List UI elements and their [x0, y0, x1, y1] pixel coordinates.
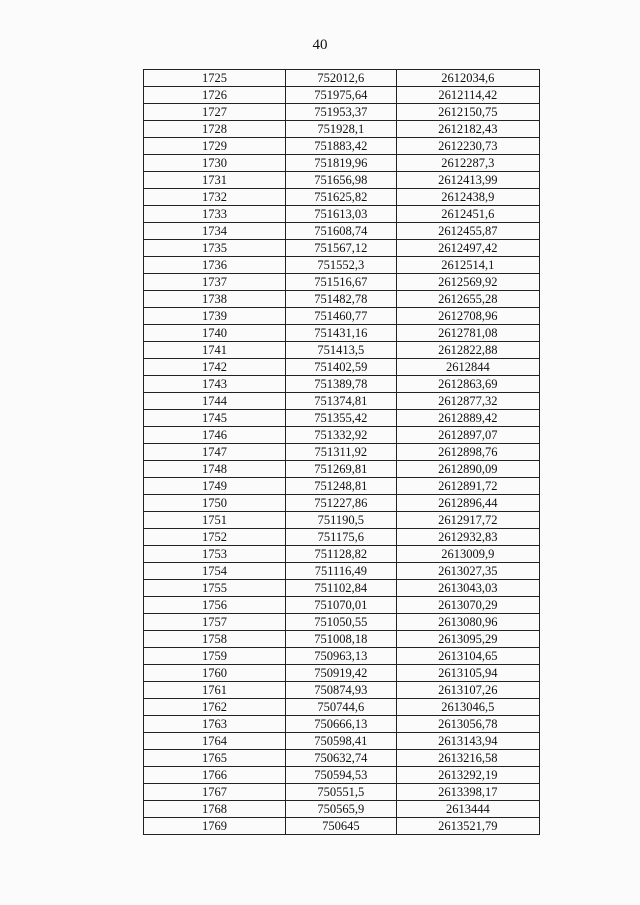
x-coordinate-cell: 751227,86 [286, 495, 397, 512]
x-coordinate-cell: 751070,01 [286, 597, 397, 614]
table-row [144, 767, 540, 784]
point-number-cell: 1750 [144, 495, 286, 512]
x-coordinate-cell: 751102,84 [286, 580, 397, 597]
x-coordinate-cell: 751374,81 [286, 393, 397, 410]
table-row [144, 529, 540, 546]
y-coordinate-cell: 2613046,5 [396, 699, 539, 716]
table-row [144, 138, 540, 155]
y-coordinate-cell: 2612455,87 [396, 223, 539, 240]
y-coordinate-cell: 2613095,29 [396, 631, 539, 648]
table-row [144, 325, 540, 342]
y-coordinate-cell: 2612890,09 [396, 461, 539, 478]
table-row [144, 155, 540, 172]
table-row [144, 716, 540, 733]
point-number-cell: 1765 [144, 750, 286, 767]
y-coordinate-cell: 2613056,78 [396, 716, 539, 733]
x-coordinate-cell: 751116,49 [286, 563, 397, 580]
table-row [144, 580, 540, 597]
table-row [144, 733, 540, 750]
point-number-cell: 1752 [144, 529, 286, 546]
y-coordinate-cell: 2613070,29 [396, 597, 539, 614]
y-coordinate-cell: 2612708,96 [396, 308, 539, 325]
table-row [144, 478, 540, 495]
x-coordinate-cell: 751332,92 [286, 427, 397, 444]
table-row [144, 189, 540, 206]
point-number-cell: 1729 [144, 138, 286, 155]
table-row [144, 818, 540, 835]
y-coordinate-cell: 2612655,28 [396, 291, 539, 308]
x-coordinate-cell: 750632,74 [286, 750, 397, 767]
x-coordinate-cell: 750565,9 [286, 801, 397, 818]
x-coordinate-cell: 751656,98 [286, 172, 397, 189]
x-coordinate-cell: 751625,82 [286, 189, 397, 206]
x-coordinate-cell: 751248,81 [286, 478, 397, 495]
point-number-cell: 1761 [144, 682, 286, 699]
table-row [144, 648, 540, 665]
x-coordinate-cell: 751482,78 [286, 291, 397, 308]
point-number-cell: 1732 [144, 189, 286, 206]
y-coordinate-cell: 2612889,42 [396, 410, 539, 427]
y-coordinate-cell: 2612230,73 [396, 138, 539, 155]
table-row [144, 240, 540, 257]
table-row [144, 342, 540, 359]
point-number-cell: 1733 [144, 206, 286, 223]
x-coordinate-cell: 750645 [286, 818, 397, 835]
point-number-cell: 1739 [144, 308, 286, 325]
point-number-cell: 1762 [144, 699, 286, 716]
x-coordinate-cell: 751567,12 [286, 240, 397, 257]
x-coordinate-cell: 751311,92 [286, 444, 397, 461]
y-coordinate-cell: 2612897,07 [396, 427, 539, 444]
point-number-cell: 1756 [144, 597, 286, 614]
y-coordinate-cell: 2612781,08 [396, 325, 539, 342]
y-coordinate-cell: 2613216,58 [396, 750, 539, 767]
point-number-cell: 1749 [144, 478, 286, 495]
point-number-cell: 1734 [144, 223, 286, 240]
y-coordinate-cell: 2612898,76 [396, 444, 539, 461]
y-coordinate-cell: 2613080,96 [396, 614, 539, 631]
y-coordinate-cell: 2613009,9 [396, 546, 539, 563]
x-coordinate-cell: 751975,64 [286, 87, 397, 104]
point-number-cell: 1730 [144, 155, 286, 172]
x-coordinate-cell: 751613,03 [286, 206, 397, 223]
y-coordinate-cell: 2612822,88 [396, 342, 539, 359]
table-row [144, 121, 540, 138]
point-number-cell: 1767 [144, 784, 286, 801]
table-row [144, 631, 540, 648]
y-coordinate-cell: 2613105,94 [396, 665, 539, 682]
x-coordinate-cell: 751431,16 [286, 325, 397, 342]
y-coordinate-cell: 2612287,3 [396, 155, 539, 172]
x-coordinate-cell: 751516,67 [286, 274, 397, 291]
y-coordinate-cell: 2612891,72 [396, 478, 539, 495]
point-number-cell: 1742 [144, 359, 286, 376]
y-coordinate-cell: 2612438,9 [396, 189, 539, 206]
table-row [144, 801, 540, 818]
point-number-cell: 1735 [144, 240, 286, 257]
x-coordinate-cell: 750744,6 [286, 699, 397, 716]
table-row [144, 359, 540, 376]
x-coordinate-cell: 751175,6 [286, 529, 397, 546]
x-coordinate-cell: 751355,42 [286, 410, 397, 427]
point-number-cell: 1737 [144, 274, 286, 291]
y-coordinate-cell: 2613027,35 [396, 563, 539, 580]
y-coordinate-cell: 2612917,72 [396, 512, 539, 529]
x-coordinate-cell: 751928,1 [286, 121, 397, 138]
y-coordinate-cell: 2612413,99 [396, 172, 539, 189]
x-coordinate-cell: 751050,55 [286, 614, 397, 631]
point-number-cell: 1741 [144, 342, 286, 359]
point-number-cell: 1725 [144, 70, 286, 87]
point-number-cell: 1757 [144, 614, 286, 631]
table-row [144, 495, 540, 512]
x-coordinate-cell: 751953,37 [286, 104, 397, 121]
point-number-cell: 1760 [144, 665, 286, 682]
table-row [144, 257, 540, 274]
table-row [144, 308, 540, 325]
x-coordinate-cell: 750919,42 [286, 665, 397, 682]
y-coordinate-cell: 2612182,43 [396, 121, 539, 138]
table-row [144, 750, 540, 767]
point-number-cell: 1727 [144, 104, 286, 121]
y-coordinate-cell: 2612150,75 [396, 104, 539, 121]
y-coordinate-cell: 2613143,94 [396, 733, 539, 750]
point-number-cell: 1748 [144, 461, 286, 478]
table-row [144, 206, 540, 223]
y-coordinate-cell: 2612896,44 [396, 495, 539, 512]
table-row [144, 291, 540, 308]
y-coordinate-cell: 2612932,83 [396, 529, 539, 546]
point-number-cell: 1768 [144, 801, 286, 818]
table-row [144, 682, 540, 699]
x-coordinate-cell: 751608,74 [286, 223, 397, 240]
table-row [144, 410, 540, 427]
point-number-cell: 1740 [144, 325, 286, 342]
table-row [144, 546, 540, 563]
x-coordinate-cell: 751269,81 [286, 461, 397, 478]
table-row [144, 104, 540, 121]
y-coordinate-cell: 2613107,26 [396, 682, 539, 699]
y-coordinate-cell: 2612863,69 [396, 376, 539, 393]
x-coordinate-cell: 750666,13 [286, 716, 397, 733]
y-coordinate-cell: 2612514,1 [396, 257, 539, 274]
y-coordinate-cell: 2612497,42 [396, 240, 539, 257]
y-coordinate-cell: 2613104,65 [396, 648, 539, 665]
x-coordinate-cell: 751402,59 [286, 359, 397, 376]
point-number-cell: 1746 [144, 427, 286, 444]
y-coordinate-cell: 2612451,6 [396, 206, 539, 223]
table-row [144, 274, 540, 291]
table-row [144, 393, 540, 410]
x-coordinate-cell: 750963,13 [286, 648, 397, 665]
x-coordinate-cell: 750598,41 [286, 733, 397, 750]
x-coordinate-cell: 751819,96 [286, 155, 397, 172]
table-row [144, 784, 540, 801]
point-number-cell: 1743 [144, 376, 286, 393]
x-coordinate-cell: 750594,53 [286, 767, 397, 784]
table-row [144, 614, 540, 631]
point-number-cell: 1751 [144, 512, 286, 529]
x-coordinate-cell: 752012,6 [286, 70, 397, 87]
x-coordinate-cell: 751883,42 [286, 138, 397, 155]
table-row [144, 444, 540, 461]
table-row [144, 87, 540, 104]
table-row [144, 461, 540, 478]
table-row [144, 376, 540, 393]
x-coordinate-cell: 751413,5 [286, 342, 397, 359]
point-number-cell: 1744 [144, 393, 286, 410]
x-coordinate-cell: 751190,5 [286, 512, 397, 529]
y-coordinate-cell: 2613398,17 [396, 784, 539, 801]
y-coordinate-cell: 2612569,92 [396, 274, 539, 291]
y-coordinate-cell: 2613292,19 [396, 767, 539, 784]
x-coordinate-cell: 751460,77 [286, 308, 397, 325]
y-coordinate-cell: 2612844 [396, 359, 539, 376]
y-coordinate-cell: 2612114,42 [396, 87, 539, 104]
point-number-cell: 1754 [144, 563, 286, 580]
point-number-cell: 1731 [144, 172, 286, 189]
y-coordinate-cell: 2613444 [396, 801, 539, 818]
point-number-cell: 1759 [144, 648, 286, 665]
point-number-cell: 1766 [144, 767, 286, 784]
table-row [144, 223, 540, 240]
y-coordinate-cell: 2613043,03 [396, 580, 539, 597]
x-coordinate-cell: 751128,82 [286, 546, 397, 563]
point-number-cell: 1753 [144, 546, 286, 563]
point-number-cell: 1726 [144, 87, 286, 104]
point-number-cell: 1755 [144, 580, 286, 597]
coordinates-table-body [144, 70, 540, 835]
y-coordinate-cell: 2613521,79 [396, 818, 539, 835]
x-coordinate-cell: 751389,78 [286, 376, 397, 393]
point-number-cell: 1745 [144, 410, 286, 427]
table-row [144, 512, 540, 529]
y-coordinate-cell: 2612877,32 [396, 393, 539, 410]
x-coordinate-cell: 750551,5 [286, 784, 397, 801]
point-number-cell: 1763 [144, 716, 286, 733]
table-row [144, 70, 540, 87]
table-row [144, 427, 540, 444]
coordinates-table [143, 69, 540, 835]
page-number: 40 [312, 37, 328, 53]
x-coordinate-cell: 751552,3 [286, 257, 397, 274]
x-coordinate-cell: 750874,93 [286, 682, 397, 699]
point-number-cell: 1769 [144, 818, 286, 835]
table-row [144, 699, 540, 716]
table-row [144, 172, 540, 189]
point-number-cell: 1747 [144, 444, 286, 461]
point-number-cell: 1758 [144, 631, 286, 648]
table-row [144, 563, 540, 580]
point-number-cell: 1736 [144, 257, 286, 274]
point-number-cell: 1738 [144, 291, 286, 308]
x-coordinate-cell: 751008,18 [286, 631, 397, 648]
table-row [144, 597, 540, 614]
point-number-cell: 1728 [144, 121, 286, 138]
table-row [144, 665, 540, 682]
y-coordinate-cell: 2612034,6 [396, 70, 539, 87]
point-number-cell: 1764 [144, 733, 286, 750]
